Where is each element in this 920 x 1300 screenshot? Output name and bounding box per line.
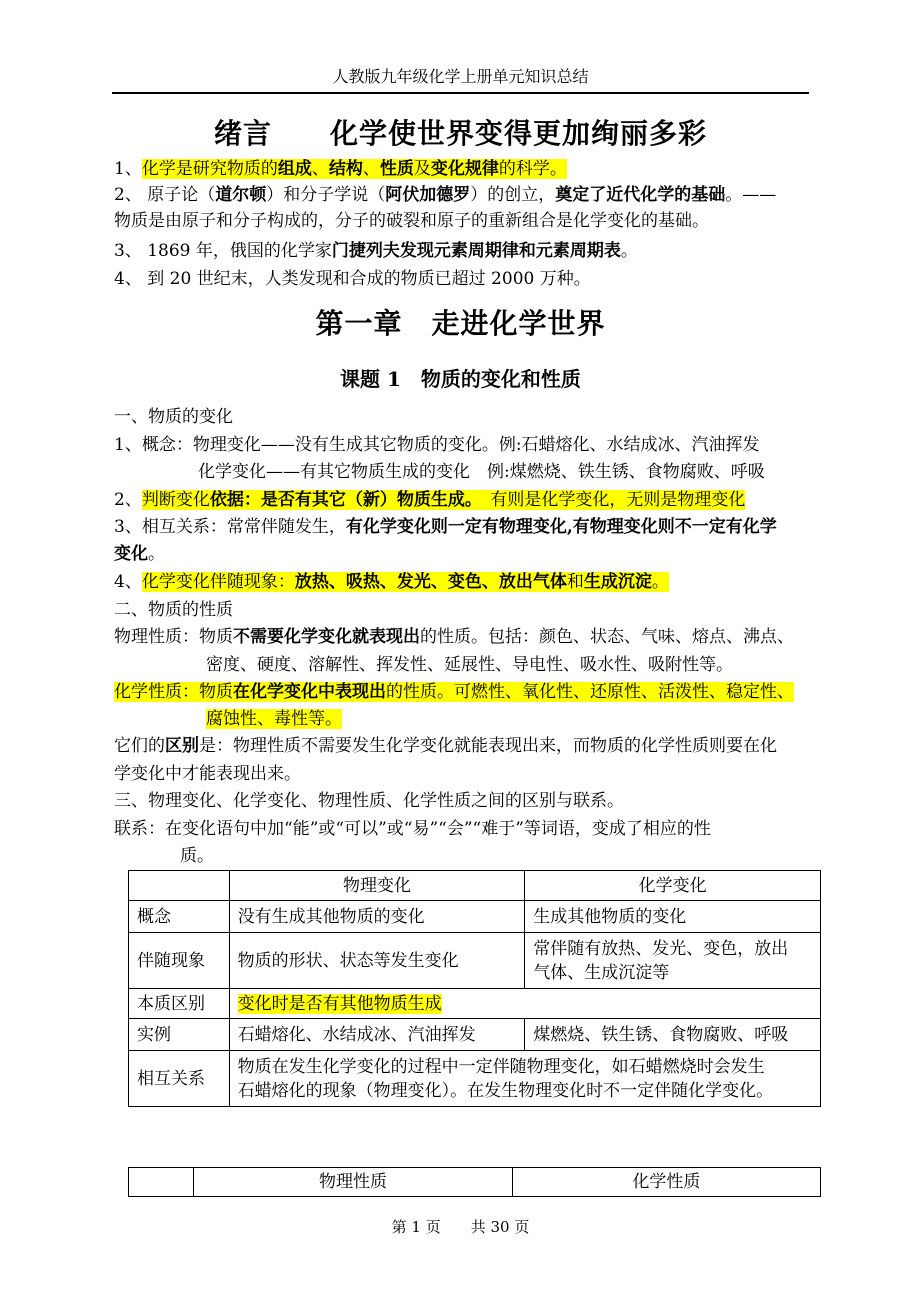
table-header-cell: 化学变化 xyxy=(525,871,821,901)
table-header-cell: 化学性质 xyxy=(512,1168,820,1197)
table-cell: 物质的形状、状态等发生变化 xyxy=(229,933,525,989)
table-row xyxy=(129,1051,821,1107)
sec2-chemical-cont: 腐蚀性、毒性等。 xyxy=(206,709,342,729)
table-cell: 石蜡熔化、水结成冰、汽油挥发 xyxy=(229,1019,525,1051)
table-cell-merged: 物质在发生化学变化的过程中一定伴随物理变化，如石蜡燃烧时会发生 石蜡熔化的现象（物理变化）。在发生物理变化时不一定伴随化学变化。 xyxy=(229,1051,820,1107)
intro-line-4: 3、 1869 年，俄国的化学家门捷列夫发现元素周期律和元素周期表。 xyxy=(114,241,638,261)
sec1-concept-2: 化学变化——有其它物质生成的变化 例:煤燃烧、铁生锈、食物腐败、呼吸 xyxy=(198,462,765,482)
sec1-phenomena: 4、化学变化伴随现象：放热、吸热、发光、变色、放出气体和生成沉淀。 xyxy=(114,572,669,592)
intro-line-5: 4、 到 20 世纪末，人类发现和合成的物质已超过 2000 万种。 xyxy=(114,269,591,289)
table-header-cell: 物理变化 xyxy=(229,871,525,901)
table-row xyxy=(129,1019,821,1051)
intro-line-3: 物质是由原子和分子构成的，分子的破裂和原子的重新组合是化学变化的基础。 xyxy=(114,211,709,231)
sec3-heading: 三、物理变化、化学变化、物理性质、化学性质之间的区别与联系。 xyxy=(114,791,624,811)
sec2-chemical: 化学性质：物质在化学变化中表现出的性质。可燃性、氧化性、还原性、活泼性、稳定性、 xyxy=(114,682,794,702)
table-cell: 煤燃烧、铁生锈、食物腐败、呼吸 xyxy=(525,1019,821,1051)
sec3-link-cont: 质。 xyxy=(180,846,214,866)
row-label: 实例 xyxy=(129,1019,230,1051)
page-footer: 第 1 页 共 30 页 xyxy=(391,1218,530,1236)
sec1-relation-cont: 变化。 xyxy=(114,544,165,564)
comparison-table xyxy=(128,870,821,1107)
lesson-title: 课题 1 物质的变化和性质 xyxy=(340,367,581,391)
intro-title: 绪言 化学使世界变得更加绚丽多彩 xyxy=(213,117,707,150)
sec1-basis: 2、判断变化依据：是否有其它（新）物质生成。 有则是化学变化，无则是物理变化 xyxy=(114,490,746,510)
sec2-physical: 物理性质：物质不需要化学变化就表现出的性质。包括：颜色、状态、气味、熔点、沸点、 xyxy=(114,627,794,647)
table-cell: 常伴随有放热、发光、变色，放出 气体、生成沉淀等 xyxy=(525,933,821,989)
page-header: 人教版九年级化学上册单元知识总结 xyxy=(112,64,809,94)
chapter-title: 第一章 走进化学世界 xyxy=(315,307,606,340)
table-cell xyxy=(129,871,230,901)
table-header-cell: 物理性质 xyxy=(194,1168,512,1197)
row-label: 伴随现象 xyxy=(129,933,230,989)
table-row xyxy=(129,901,821,933)
sec2-physical-cont: 密度、硬度、溶解性、挥发性、延展性、导电性、吸水性、吸附性等。 xyxy=(206,655,733,675)
table-header-row xyxy=(129,1168,821,1197)
intro-line-2: 2、 原子论（道尔顿）和分子学说（阿伏加德罗）的创立，奠定了近代化学的基础。—— xyxy=(114,185,777,205)
row-label: 本质区别 xyxy=(129,989,230,1019)
sec1-heading: 一、物质的变化 xyxy=(114,407,233,427)
sec2-difference: 它们的区别是：物理性质不需要发生化学变化就能表现出来，而物质的化学性质则要在化 xyxy=(114,736,777,756)
sec1-concept-1: 1、概念：物理变化——没有生成其它物质的变化。例:石蜡熔化、水结成冰、汽油挥发 xyxy=(114,435,760,455)
table-row xyxy=(129,989,821,1019)
sec3-link: 联系：在变化语句中加“能”或“可以”或“易”“会”“难于”等词语，变成了相应的性 xyxy=(114,819,711,839)
row-label: 概念 xyxy=(129,901,230,933)
table-cell-merged: 变化时是否有其他物质生成 xyxy=(229,989,820,1019)
table-header-row xyxy=(129,871,821,901)
sec2-heading: 二、物质的性质 xyxy=(114,600,233,620)
table-cell: 没有生成其他物质的变化 xyxy=(229,901,525,933)
properties-table xyxy=(128,1167,821,1197)
table-cell xyxy=(129,1168,194,1197)
intro-line-1: 1、化学是研究物质的组成、结构、性质及变化规律的科学。 xyxy=(114,159,567,179)
table-row xyxy=(129,933,821,989)
sec1-relation: 3、相互关系：常常伴随发生，有化学变化则一定有物理变化,有物理变化则不一定有化学 xyxy=(114,517,777,537)
sec2-difference-cont: 学变化中才能表现出来。 xyxy=(114,764,301,784)
row-label: 相互关系 xyxy=(129,1051,230,1107)
table-cell: 生成其他物质的变化 xyxy=(525,901,821,933)
